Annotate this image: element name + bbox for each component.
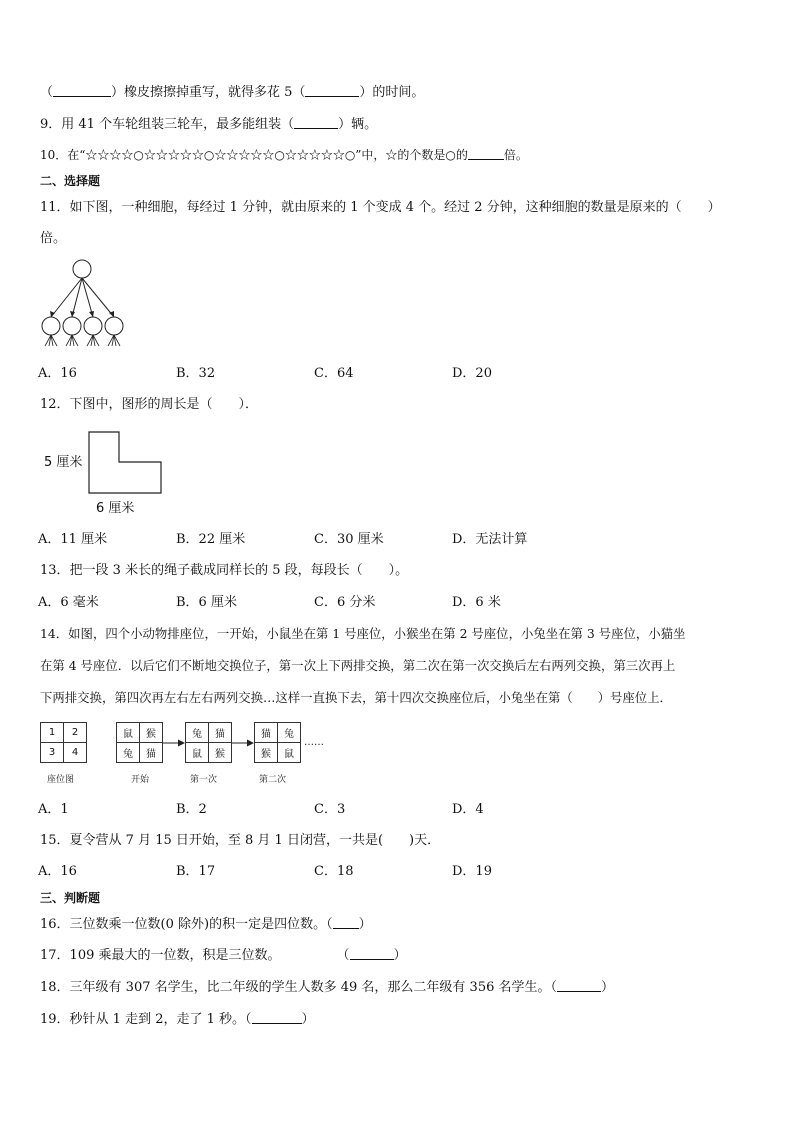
answer-blank[interactable] — [333, 916, 359, 929]
answer-blank[interactable] — [252, 1011, 302, 1024]
answer-blank[interactable] — [305, 84, 359, 97]
option-a[interactable]: A．16 — [38, 366, 77, 381]
seat-grid — [116, 722, 163, 763]
question-13: 13．把一段 3 米长的绳子截成同样长的 5 段，每段长（ ）。 — [40, 563, 409, 578]
option-b[interactable]: B．2 — [176, 802, 207, 817]
seat-grid — [185, 722, 232, 763]
arrow-icon — [163, 738, 185, 748]
question-12: 12．下图中，图形的周长是（ ）． — [40, 397, 259, 412]
ellipsis: …… — [304, 737, 324, 748]
question-11: 11．如下图，一种细胞，每经过 1 分钟，就由原来的 1 个变成 4 个。经过 2 分钟，这种细胞的数量是原来的（ ） — [40, 200, 721, 215]
q8-line: （ ）橡皮擦擦掉重写，就得多花 5（ ）的时间。 — [40, 85, 425, 100]
question-14: 14．如图，四个小动物排座位，一开始，小鼠坐在第 1 号座位，小猴坐在第 2 号座位，小兔坐在第 3 号座位，小猫坐 — [40, 626, 686, 641]
question-11-cont: 倍。 — [40, 231, 67, 246]
question-16: 16．三位数乘一位数(0 除外)的积一定是四位数。（ ） — [40, 917, 372, 932]
answer-blank[interactable] — [468, 147, 504, 160]
option-d[interactable]: D．4 — [452, 802, 484, 817]
grid-cell: 兔 — [186, 723, 209, 743]
answer-blank[interactable] — [557, 979, 601, 992]
option-d[interactable]: D．无法计算 — [452, 532, 528, 547]
option-c[interactable]: C．6 分米 — [314, 595, 376, 610]
seat-grid — [40, 722, 87, 763]
answer-blank[interactable] — [350, 947, 394, 960]
grid-cell: 猴 — [140, 723, 163, 743]
grid-caption: 第一次 — [190, 775, 218, 785]
answer-blank[interactable] — [53, 84, 111, 97]
grid-caption: 开始 — [131, 775, 150, 785]
question-15: 15．夏令营从 7 月 15 日开始，至 8 月 1 日闭营，一共是( )天． — [40, 833, 441, 848]
grid-cell: 1 — [41, 723, 64, 743]
question-18: 18．三年级有 307 名学生，比二年级的学生人数多 49 名，那么二年级有 356 名学生。（ ） — [40, 980, 615, 995]
cell-division-diagram — [36, 256, 132, 348]
grid-cell: 4 — [64, 743, 87, 763]
option-c[interactable]: C．30 厘米 — [314, 532, 384, 547]
section-heading: 二、选择题 — [40, 174, 101, 188]
grid-cell: 猴 — [255, 743, 278, 763]
option-b[interactable]: B．32 — [176, 366, 216, 381]
grid-cell: 猫 — [140, 743, 163, 763]
option-c[interactable]: C．18 — [314, 864, 354, 879]
option-a[interactable]: A．1 — [38, 802, 69, 817]
grid-cell: 3 — [41, 743, 64, 763]
grid-cell: 鼠 — [117, 723, 140, 743]
option-d[interactable]: D．19 — [452, 864, 492, 879]
option-a[interactable]: A．11 厘米 — [38, 532, 108, 547]
option-c[interactable]: C．3 — [314, 802, 346, 817]
seat-grid — [254, 722, 301, 763]
l-shape-figure — [88, 431, 164, 495]
grid-cell: 鼠 — [186, 743, 209, 763]
section-heading: 三、判断题 — [40, 891, 101, 905]
option-b[interactable]: B．22 厘米 — [176, 532, 246, 547]
grid-cell: 猫 — [255, 723, 278, 743]
grid-cell: 兔 — [117, 743, 140, 763]
grid-cell: 猴 — [209, 743, 232, 763]
width-label: 6 厘米 — [96, 501, 135, 516]
option-a[interactable]: A．16 — [38, 864, 77, 879]
option-b[interactable]: B．6 厘米 — [176, 595, 237, 610]
option-a[interactable]: A．6 毫米 — [38, 595, 99, 610]
grid-cell: 鼠 — [278, 743, 301, 763]
grid-caption: 座位图 — [47, 775, 75, 785]
option-b[interactable]: B．17 — [176, 864, 216, 879]
question-14-cont: 下两排交换，第四次再左右左右两列交换…这样一直换下去，第十四次交换座位后，小兔坐在第（ ）号座位上． — [40, 690, 672, 705]
question-14-cont: 在第 4 号座位．以后它们不断地交换位子，第一次上下两排交换，第二次在第一次交换后左右两列交换，第三次再上 — [40, 658, 676, 673]
grid-cell: 兔 — [278, 723, 301, 743]
option-d[interactable]: D．20 — [452, 366, 492, 381]
answer-blank[interactable] — [294, 116, 338, 129]
question-9: 9．用 41 个车轮组装三轮车，最多能组装（ ）辆。 — [40, 117, 378, 132]
question-19: 19．秒针从 1 走到 2，走了 1 秒。（ ） — [40, 1012, 315, 1027]
height-label: 5 厘米 — [44, 455, 83, 470]
question-17: 17．109 乘最大的一位数，积是三位数。 （ ） — [40, 948, 407, 963]
grid-caption: 第二次 — [259, 775, 287, 785]
grid-cell: 猫 — [209, 723, 232, 743]
question-10: 10．在“☆☆☆☆○☆☆☆☆☆○☆☆☆☆☆○☆☆☆☆☆○”中，☆的个数是○的 倍。 — [40, 148, 528, 162]
grid-cell: 2 — [64, 723, 87, 743]
option-d[interactable]: D．6 米 — [452, 595, 501, 610]
arrow-icon — [232, 738, 254, 748]
option-c[interactable]: C．64 — [314, 366, 354, 381]
